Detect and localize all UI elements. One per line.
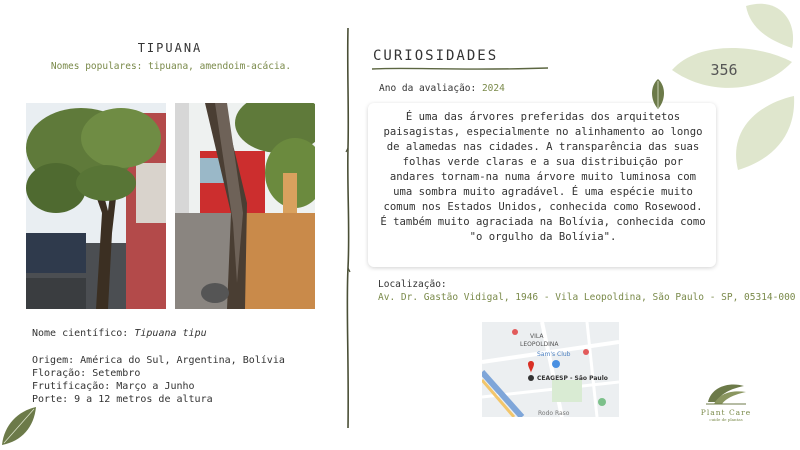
leaves-decoration <box>668 0 800 200</box>
origin-info: Origem: América do Sul, Argentina, Bolívia <box>32 355 285 366</box>
tree-photo-1 <box>26 103 166 309</box>
year-value: 2024 <box>481 83 505 94</box>
location-address: Av. Dr. Gastão Vidigal, 1946 - Vila Leopoldina, São Paulo - SP, 05314-000 <box>378 292 796 303</box>
scientific-name <box>32 328 207 339</box>
location-map[interactable] <box>482 322 619 417</box>
evaluation-year <box>379 83 505 94</box>
section-title: CURIOSIDADES <box>373 48 499 64</box>
brand-name: Plant Care <box>700 408 752 417</box>
brand-tagline: cuide de plantas <box>709 417 743 422</box>
leaf-decoration-bottom <box>0 405 38 447</box>
map-label-store: Sam's Club <box>537 351 571 358</box>
map-label-road: Rodo Raso <box>538 410 570 417</box>
tree-photo-2 <box>175 103 315 309</box>
curiosities-text: É uma das árvores preferidas dos arquitetos paisagistas, especialmente no alinhamento ao longo de alamedas nas cidades. A transparência das suas folhas verde claras e a sua distribuição por andares tornam-na numa árvore muito luminosa com uma sombra muito agradável. É uma espécie muito comum nos Estados Unidos, conhecida como Rosewood. É também muito agraciada na Bolívia, conhecida como "o orgulho da Bolívia". <box>380 111 706 243</box>
flowering-info: Floração: Setembro <box>32 368 141 379</box>
map-label-vila: VILA <box>530 333 544 340</box>
popular-names: Nomes populares: tipuana, amendoim-acácia. <box>50 61 292 72</box>
location-label: Localização: <box>378 279 447 290</box>
leaf-icon <box>648 78 668 110</box>
year-label: Ano da avaliação: <box>379 83 482 94</box>
size-info: Porte: 9 a 12 metros de altura <box>32 394 213 405</box>
map-label-leopoldina: LEOPOLDINA <box>520 341 559 348</box>
tree-name-title: TIPUANA <box>137 41 203 55</box>
scientific-name-value: Tipuana tipu <box>134 328 207 339</box>
brand-logo-icon <box>704 380 748 406</box>
title-underline <box>370 66 550 72</box>
fruiting-info: Frutificação: Março a Junho <box>32 381 195 392</box>
scientific-name-label: Nome científico: <box>32 328 135 339</box>
page-number: 356 <box>710 61 738 79</box>
map-label-place: CEAGESP - São Paulo <box>537 375 608 382</box>
page-divider <box>338 28 358 428</box>
